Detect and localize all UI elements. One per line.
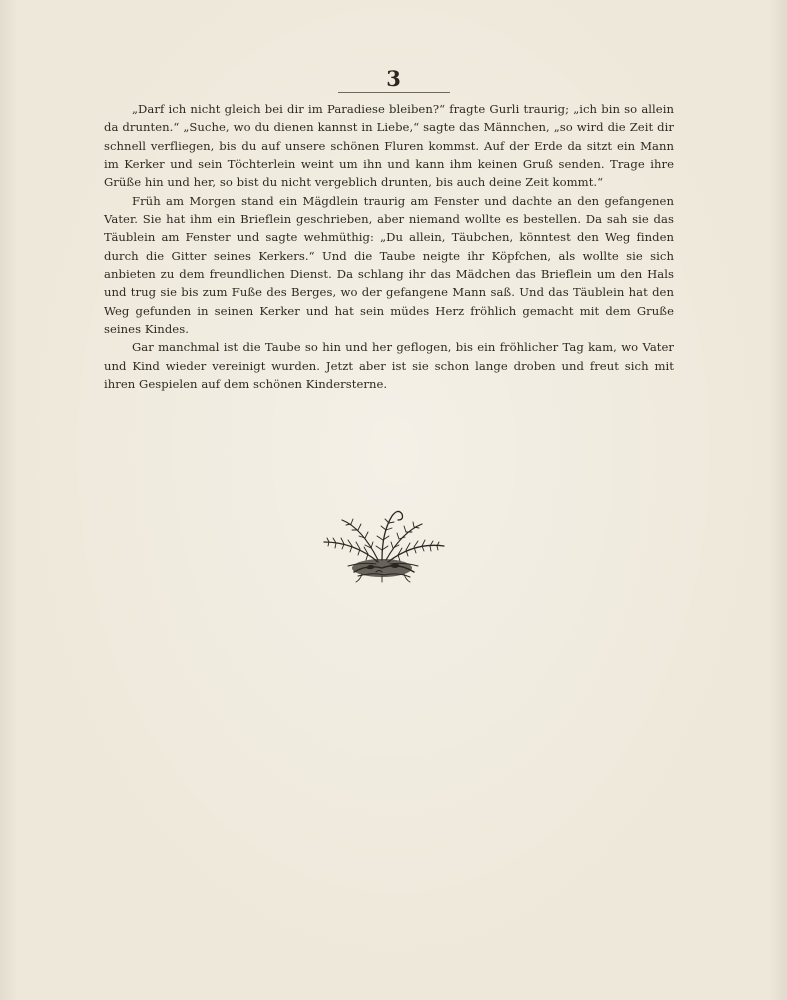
header-rule <box>338 92 450 93</box>
page-number: 3 <box>386 66 401 91</box>
paragraph-3: Gar manchmal ist die Taube so hin und her geflogen, bis ein fröhlicher Tag kam, wo Vater und Kind wieder vereinigt wurden. Jetzt aber ist sie schon lange droben und freut sich mit ihren Gespielen auf dem schönen Kindersterne. <box>104 340 674 392</box>
paragraph-1: „Darf ich nicht gleich bei dir im Paradiese bleiben?“ fragte Gurli traurig; „ich bin so allein da drunten.“ „Suche, wo du dienen kannst in Liebe,“ sagte das Männchen, „so wird die Zeit dir schnell verfliegen, bis du auf unsere schönen Fluren kommst. Auf der Erde da sitzt ein Mann im Kerker und sein Töchterlein weint um ihn und kann ihm keinen Gruß senden. Trage ihre Grüße hin und her, so bist du nicht vergeblich drunten, bis auch deine Zeit kommt.“ <box>104 102 674 190</box>
story-text <box>104 100 674 394</box>
paragraph-2: Früh am Morgen stand ein Mägdlein traurig am Fenster und dachte an den gefangenen Vater. Sie hat ihm ein Brieflein geschrieben, aber niemand wollte es bestellen. Da sah sie das Täublein am Fenster und sagte wehmüthig: „Du allein, Täubchen, könntest den Weg finden durch die Gitter seines Kerkers.“ Und die Taube neigte ihr Köpfchen, als wollte sie sich anbieten zu dem freundlichen Dienst. Da schlang ihr das Mädchen das Brieflein um den Hals und trug sie bis zum Fuße des Berges, wo der gefangene Mann saß. Und das Täublein hat den Weg gefunden in seinen Kerker und hat sein müdes Herz fröhlich gemacht mit dem Gruße seines Kindes. <box>104 193 674 337</box>
fern-vignette-icon <box>318 502 448 588</box>
